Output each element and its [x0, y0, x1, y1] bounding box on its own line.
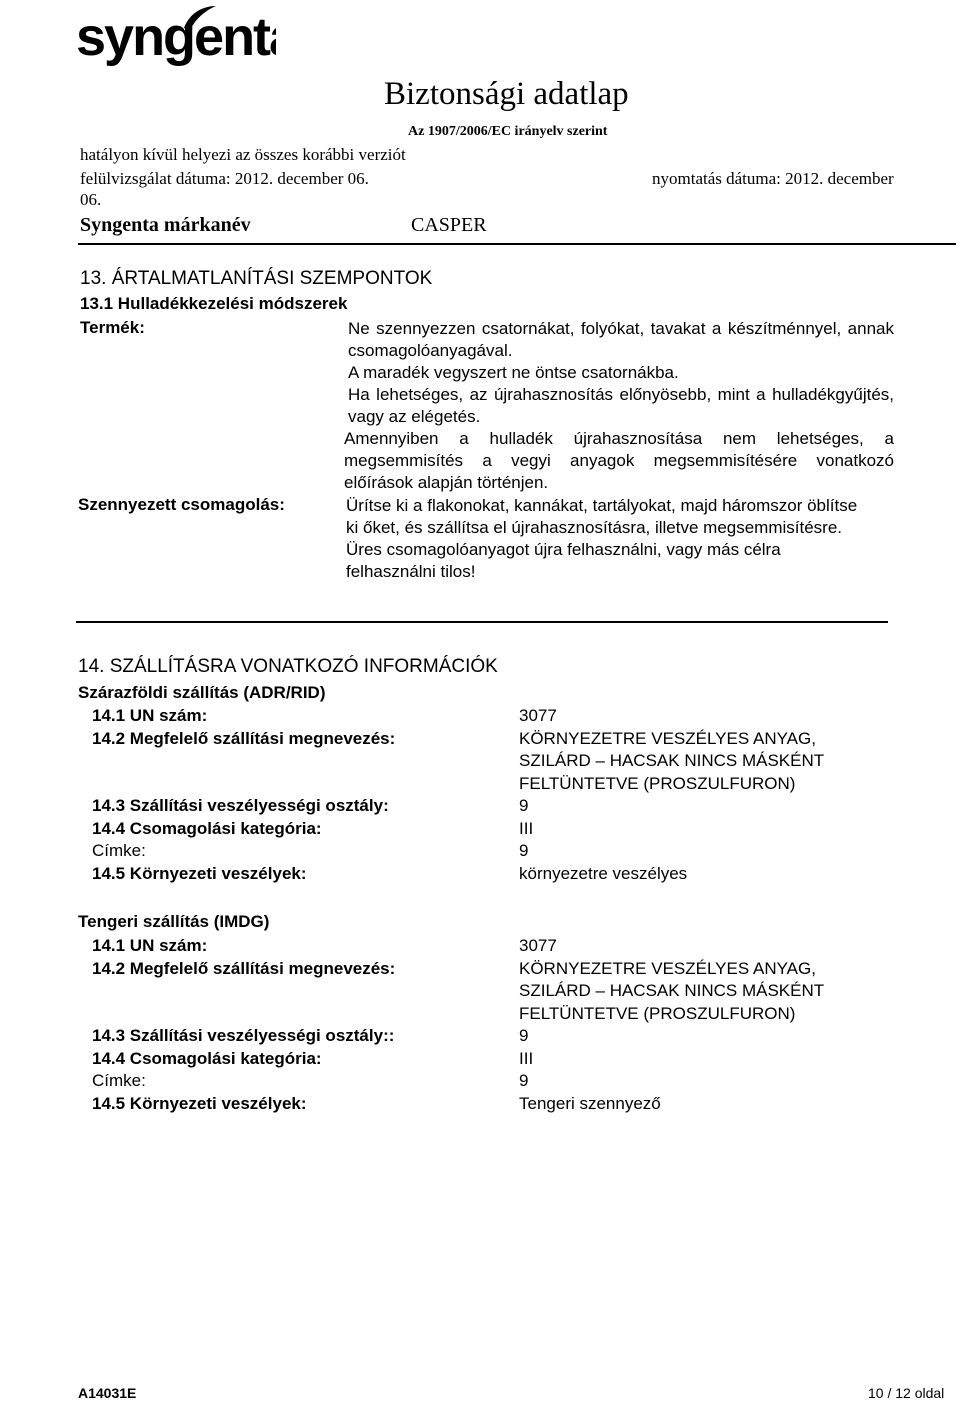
- document-code: A14031E: [78, 1385, 137, 1401]
- transport-row-value: SZILÁRD – HACSAK NINCS MÁSKÉNT: [519, 981, 825, 1000]
- transport-row-value: KÖRNYEZETRE VESZÉLYES ANYAG,: [519, 958, 816, 978]
- brand-label: Syngenta márkanév: [80, 214, 251, 236]
- transport-row-label: 14.3 Szállítási veszélyességi osztály::: [92, 1026, 395, 1045]
- syngenta-logo: [76, 0, 276, 83]
- section-13-subtitle: 13.1 Hulladékkezelési módszerek: [80, 294, 348, 313]
- syngenta-logo-mark: [76, 0, 276, 70]
- transport-row-value: KÖRNYEZETRE VESZÉLYES ANYAG,: [519, 728, 816, 748]
- transport-row-value: 3077: [519, 706, 557, 725]
- page-number: 10 / 12 oldal: [868, 1385, 945, 1401]
- transport-row-label: 14.5 Környezeti veszélyek:: [92, 863, 307, 883]
- product-line: Amennyiben a hulladék újrahasznosítása nem lehetséges, a megsemmisítés a vegyi anyagok megsemmisítésére vonatkozó előírások alapján történjen.: [344, 429, 894, 492]
- product-text: [344, 318, 894, 494]
- land-transport-heading: Szárazföldi szállítás (ADR/RID): [78, 683, 326, 702]
- transport-row-value: 9: [519, 796, 529, 815]
- packaging-line: Ürítse ki a flakonokat, kannákat, tartályokat, majd háromszor öblítse ki őket, és szállítsa el újrahasznosításra, illetve megsemmisítésre.: [346, 496, 858, 537]
- transport-row-label: 14.5 Környezeti veszélyek:: [92, 1093, 307, 1113]
- transport-row-value: környezetre veszélyes: [519, 863, 688, 883]
- print-date-continued: 06.: [80, 190, 102, 209]
- revision-date: felülvizsgálat dátuma: 2012. december 06.: [80, 169, 369, 188]
- section-13-title: 13. ÁRTALMATLANÍTÁSI SZEMPONTOK: [80, 268, 433, 289]
- transport-row-label: 14.4 Csomagolási kategória:: [92, 1048, 322, 1068]
- product-line: Ha lehetséges, az újrahasznosítás előnyösebb, mint a hulladékgyűjtés, vagy az elégetés.: [348, 385, 894, 426]
- transport-row-value: FELTÜNTETVE (PROSZULFURON): [519, 773, 796, 793]
- packaging-label: Szennyezett csomagolás:: [78, 495, 285, 514]
- transport-row-label: Címke:: [92, 841, 146, 860]
- sea-transport-heading: Tengeri szállítás (IMDG): [78, 912, 270, 931]
- leaf-swoosh-icon: [180, 2, 220, 32]
- document-title: Biztonsági adatlap: [384, 76, 629, 112]
- header-divider: [78, 243, 956, 245]
- section-14-title: 14. SZÁLLÍTÁSRA VONATKOZÓ INFORMÁCIÓK: [78, 656, 498, 677]
- transport-row-value: 9: [519, 841, 529, 860]
- print-date: nyomtatás dátuma: 2012. december: [652, 169, 894, 188]
- logo-wordmark: syngenta: [76, 7, 276, 67]
- transport-row-value: 3077: [519, 936, 557, 955]
- transport-row-value: FELTÜNTETVE (PROSZULFURON): [519, 1003, 796, 1023]
- section-divider: [76, 621, 888, 623]
- product-label: Termék:: [80, 318, 145, 337]
- supersedes-note: hatályon kívül helyezi az összes korábbi verziót: [80, 145, 406, 164]
- transport-row-label: 14.1 UN szám:: [92, 706, 208, 725]
- brand-value: CASPER: [411, 214, 487, 236]
- transport-row-label: Címke:: [92, 1071, 146, 1090]
- transport-row-value: III: [519, 1048, 534, 1068]
- product-line: A maradék vegyszert ne öntse csatornákba.: [348, 363, 679, 382]
- transport-row-value: 9: [519, 1071, 529, 1090]
- transport-row-label: 14.2 Megfelelő szállítási megnevezés:: [92, 728, 396, 748]
- transport-row-value: 9: [519, 1026, 529, 1045]
- transport-row-label: 14.3 Szállítási veszélyességi osztály:: [92, 796, 389, 815]
- transport-row-value: SZILÁRD – HACSAK NINCS MÁSKÉNT: [519, 751, 825, 770]
- transport-row-value: III: [519, 818, 534, 838]
- transport-row-label: 14.2 Megfelelő szállítási megnevezés:: [92, 958, 396, 978]
- packaging-line: Üres csomagolóanyagot újra felhasználni, vagy más célra felhasználni tilos!: [346, 540, 781, 581]
- packaging-text: [346, 495, 866, 583]
- transport-row-value: Tengeri szennyező: [519, 1093, 661, 1113]
- transport-row-label: 14.1 UN szám:: [92, 936, 208, 955]
- transport-row-label: 14.4 Csomagolási kategória:: [92, 818, 322, 838]
- regulation-note: Az 1907/2006/EC irányelv szerint: [408, 124, 608, 139]
- product-line: Ne szennyezzen csatornákat, folyókat, tavakat a készítménnyel, annak csomagolóanyagával.: [348, 319, 894, 360]
